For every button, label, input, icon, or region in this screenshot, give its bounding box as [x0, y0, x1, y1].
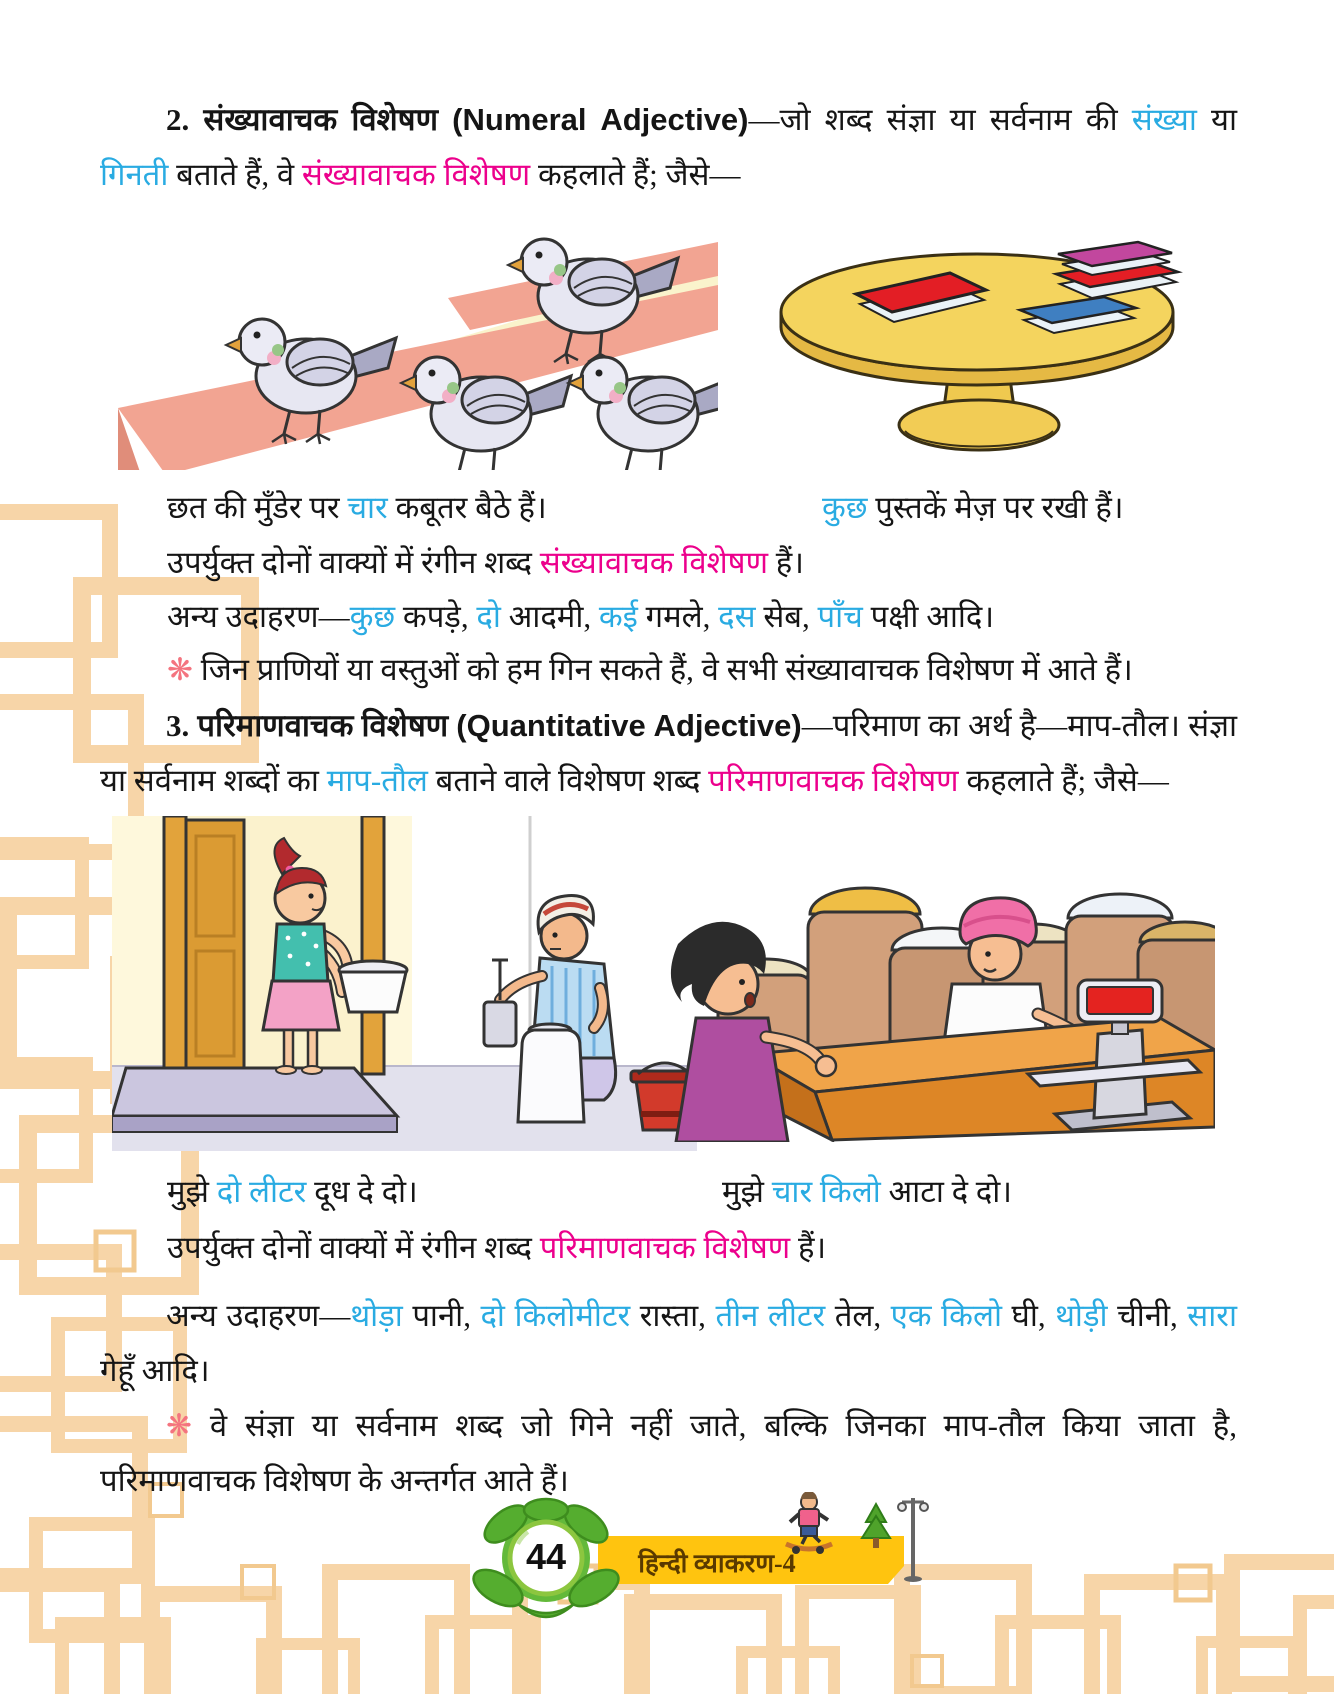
page-footer	[468, 1492, 938, 1632]
numeral-colored-words-note: उपर्युक्त दोनों वाक्यों में रंगीन शब्द संख्यावाचक विशेषण हैं।	[167, 545, 804, 580]
section-numeral-heading: 2. संख्यावाचक विशेषण (Numeral Adjective)—जो शब्द संज्ञा या सर्वनाम की संख्या या गिनती बताते हैं, वे संख्यावाचक विशेषण कहलाते हैं; जैसे—	[100, 102, 1237, 192]
pigeons-illustration	[118, 190, 718, 475]
flour-shop-illustration	[600, 822, 1215, 1147]
books-on-table-illustration	[772, 212, 1187, 462]
quantitative-rule-paragraph: ❋ वे संज्ञा या सर्वनाम शब्द जो गिने नहीं जाते, बल्कि जिनका माप-तौल किया जाता है, परिमाणवाचक विशेषण के अन्तर्गत आते हैं।	[100, 1408, 1237, 1498]
numeral-examples-line: अन्य उदाहरण—कुछ कपड़े, दो आदमी, कई गमले, दस सेब, पाँच पक्षी आदि।	[167, 599, 995, 634]
numeral-rule-line: ❋ जिन प्राणियों या वस्तुओं को हम गिन सकते हैं, वे सभी संख्यावाचक विशेषण में आते हैं।	[167, 652, 1133, 687]
caption-milk-sentence: मुझे दो लीटर दूध दे दो।	[167, 1174, 418, 1209]
quantitative-examples-paragraph: अन्य उदाहरण—थोड़ा पानी, दो किलोमीटर रास्ता, तीन लीटर तेल, एक किलो घी, थोड़ी चीनी, सारा गेहूँ आदि।	[100, 1298, 1237, 1388]
section-quantitative-heading: 3. परिमाणवाचक विशेषण (Quantitative Adjective)—परिमाण का अर्थ है—माप-तौल। संज्ञा या सर्वनाम शब्दों का माप-तौल बताने वाले विशेषण शब्द परिमाणवाचक विशेषण कहलाते हैं; जैसे—	[100, 708, 1238, 798]
quantitative-colored-words-note: उपर्युक्त दोनों वाक्यों में रंगीन शब्द परिमाणवाचक विशेषण हैं।	[167, 1230, 827, 1265]
caption-flour-sentence: मुझे चार किलो आटा दे दो।	[722, 1174, 1013, 1209]
page-number-badge: 44	[525, 1536, 567, 1577]
caption-books-sentence: कुछ पुस्तकें मेज़ पर रखी हैं।	[822, 490, 1124, 525]
caption-pigeons-sentence: छत की मुँडेर पर चार कबूतर बैठे हैं।	[167, 490, 547, 525]
book-title-label: हिन्दी व्याकरण-4	[638, 1549, 796, 1578]
